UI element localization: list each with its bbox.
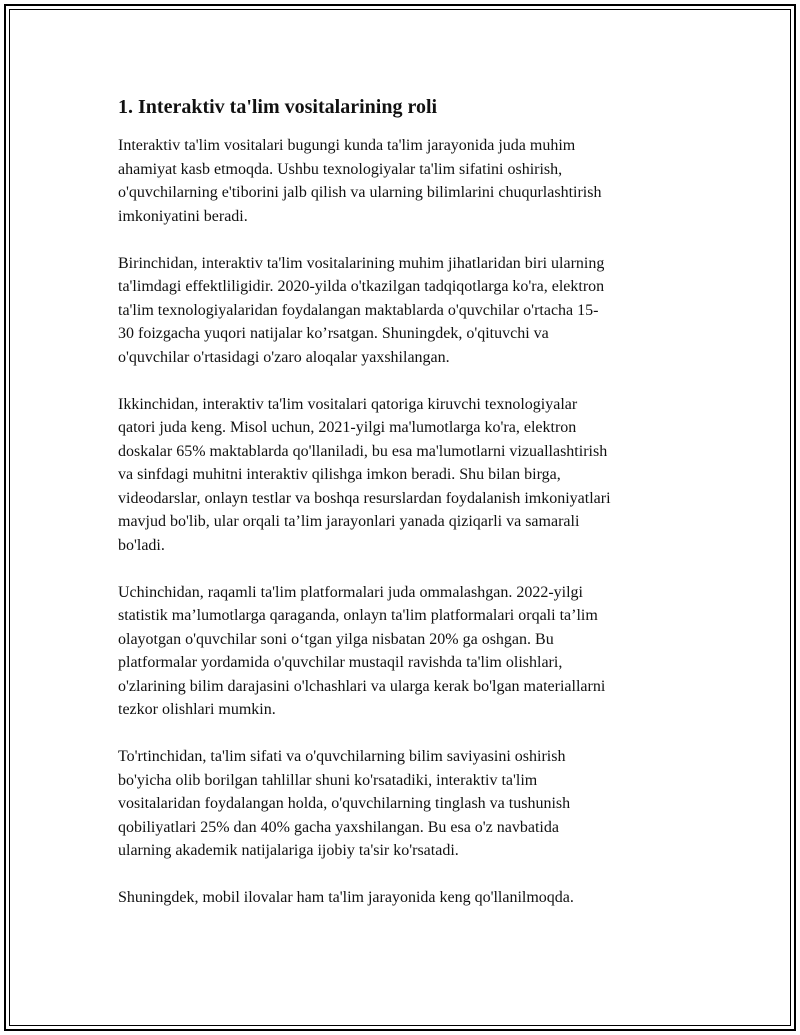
text-line: ularning akademik natijalariga ijobiy ta'sir ko'rsatadi. <box>118 842 459 859</box>
text-line: ahamiyat kasb etmoqda. Ushbu texnologiyalar ta'lim sifatini oshirish, <box>118 160 563 178</box>
text-line: statistik ma’lumotlarga qaraganda, onlayn ta'lim platformalari orqali ta’lim <box>118 607 598 624</box>
text-line: o'quvchilarning e'tiborini jalb qilish va ularning bilimlarini chuqurlashtirish <box>118 184 602 201</box>
text-line: bo'yicha olib borilgan tahlillar shuni ko'rsatadiki, interaktiv ta'lim <box>118 771 538 789</box>
paragraph-ikkinchidan <box>118 393 698 558</box>
text-line: platformalar yordamida o'quvchilar mustaqil ravishda ta'lim olishlari, <box>118 654 563 671</box>
text-line: 30 foizgacha yuqori natijalar ko’rsatgan. Shuningdek, o'qituvchi va <box>118 325 549 342</box>
text-line: doskalar 65% maktablarda qo'llaniladi, bu esa ma'lumotlarni vizuallashtirish <box>118 442 608 460</box>
text-line: videodarslar, onlayn testlar va boshqa resurslardan foydalanish imkoniyatlari <box>118 489 611 507</box>
text-line: vositalaridan foydalangan holda, o'quvchilarning tinglash va tushunish <box>118 795 571 812</box>
paragraph-intro <box>118 134 698 228</box>
text-line: Uchinchidan, raqamli ta'lim platformalari juda ommalashgan. 2022-yilgi <box>118 583 583 601</box>
text-line: qobiliyatlari 25% dan 40% gacha yaxshilangan. Bu esa o'z navbatida <box>118 818 559 836</box>
text-line: va sinfdagi muhitni interaktiv qilishga imkon beradi. Shu bilan birga, <box>118 466 561 483</box>
text-line: tezkor olishlari mumkin. <box>118 701 276 718</box>
text-line: Ikkinchidan, interaktiv ta'lim vositalari qatoriga kiruvchi texnologiyalar <box>118 395 578 413</box>
text-line: To'rtinchidan, ta'lim sifati va o'quvchilarning bilim saviyasini oshirish <box>118 748 566 765</box>
paragraph-birinchidan <box>118 252 698 370</box>
text-line: bo'ladi. <box>118 536 165 554</box>
paragraph-closing <box>118 886 698 910</box>
text-line: qatori juda keng. Misol uchun, 2021-yilgi ma'lumotlarga ko'ra, elektron <box>118 419 577 436</box>
section-title: 1. Interaktiv ta'lim vositalarining roli <box>118 96 438 118</box>
text-line: Birinchidan, interaktiv ta'lim vositalarining muhim jihatlaridan biri ularning <box>118 254 605 272</box>
text-line: o'quvchilar o'rtasidagi o'zaro aloqalar yaxshilangan. <box>118 348 450 366</box>
text-line: imkoniyatini beradi. <box>118 207 248 225</box>
document-body <box>118 94 698 933</box>
text-line: ta'limdagi effektliligidir. 2020-yilda o'tkazilgan tadqiqotlarga ko'ra, elektron <box>118 278 605 295</box>
text-line: mavjud bo'lib, ular orqali ta’lim jarayonlari yanada qiziqarli va samarali <box>118 513 580 530</box>
text-line: olayotgan o'quvchilar soni o‘tgan yilga nisbatan 20% ga oshgan. Bu <box>118 630 554 648</box>
text-line: o'zlarining bilim darajasini o'lchashlari va ularga kerak bo'lgan materiallarni <box>118 677 606 695</box>
paragraph-uchinchidan <box>118 581 698 722</box>
text-line: Shuningdek, mobil ilovalar ham ta'lim jarayonida keng qo'llanilmoqda. <box>118 889 574 906</box>
text-line: Interaktiv ta'lim vositalari bugungi kunda ta'lim jarayonida juda muhim <box>118 137 576 154</box>
paragraph-tortinchidan <box>118 745 698 863</box>
text-line: ta'lim texnologiyalaridan foydalangan maktablarda o'quvchilar o'rtacha 15- <box>118 301 599 319</box>
